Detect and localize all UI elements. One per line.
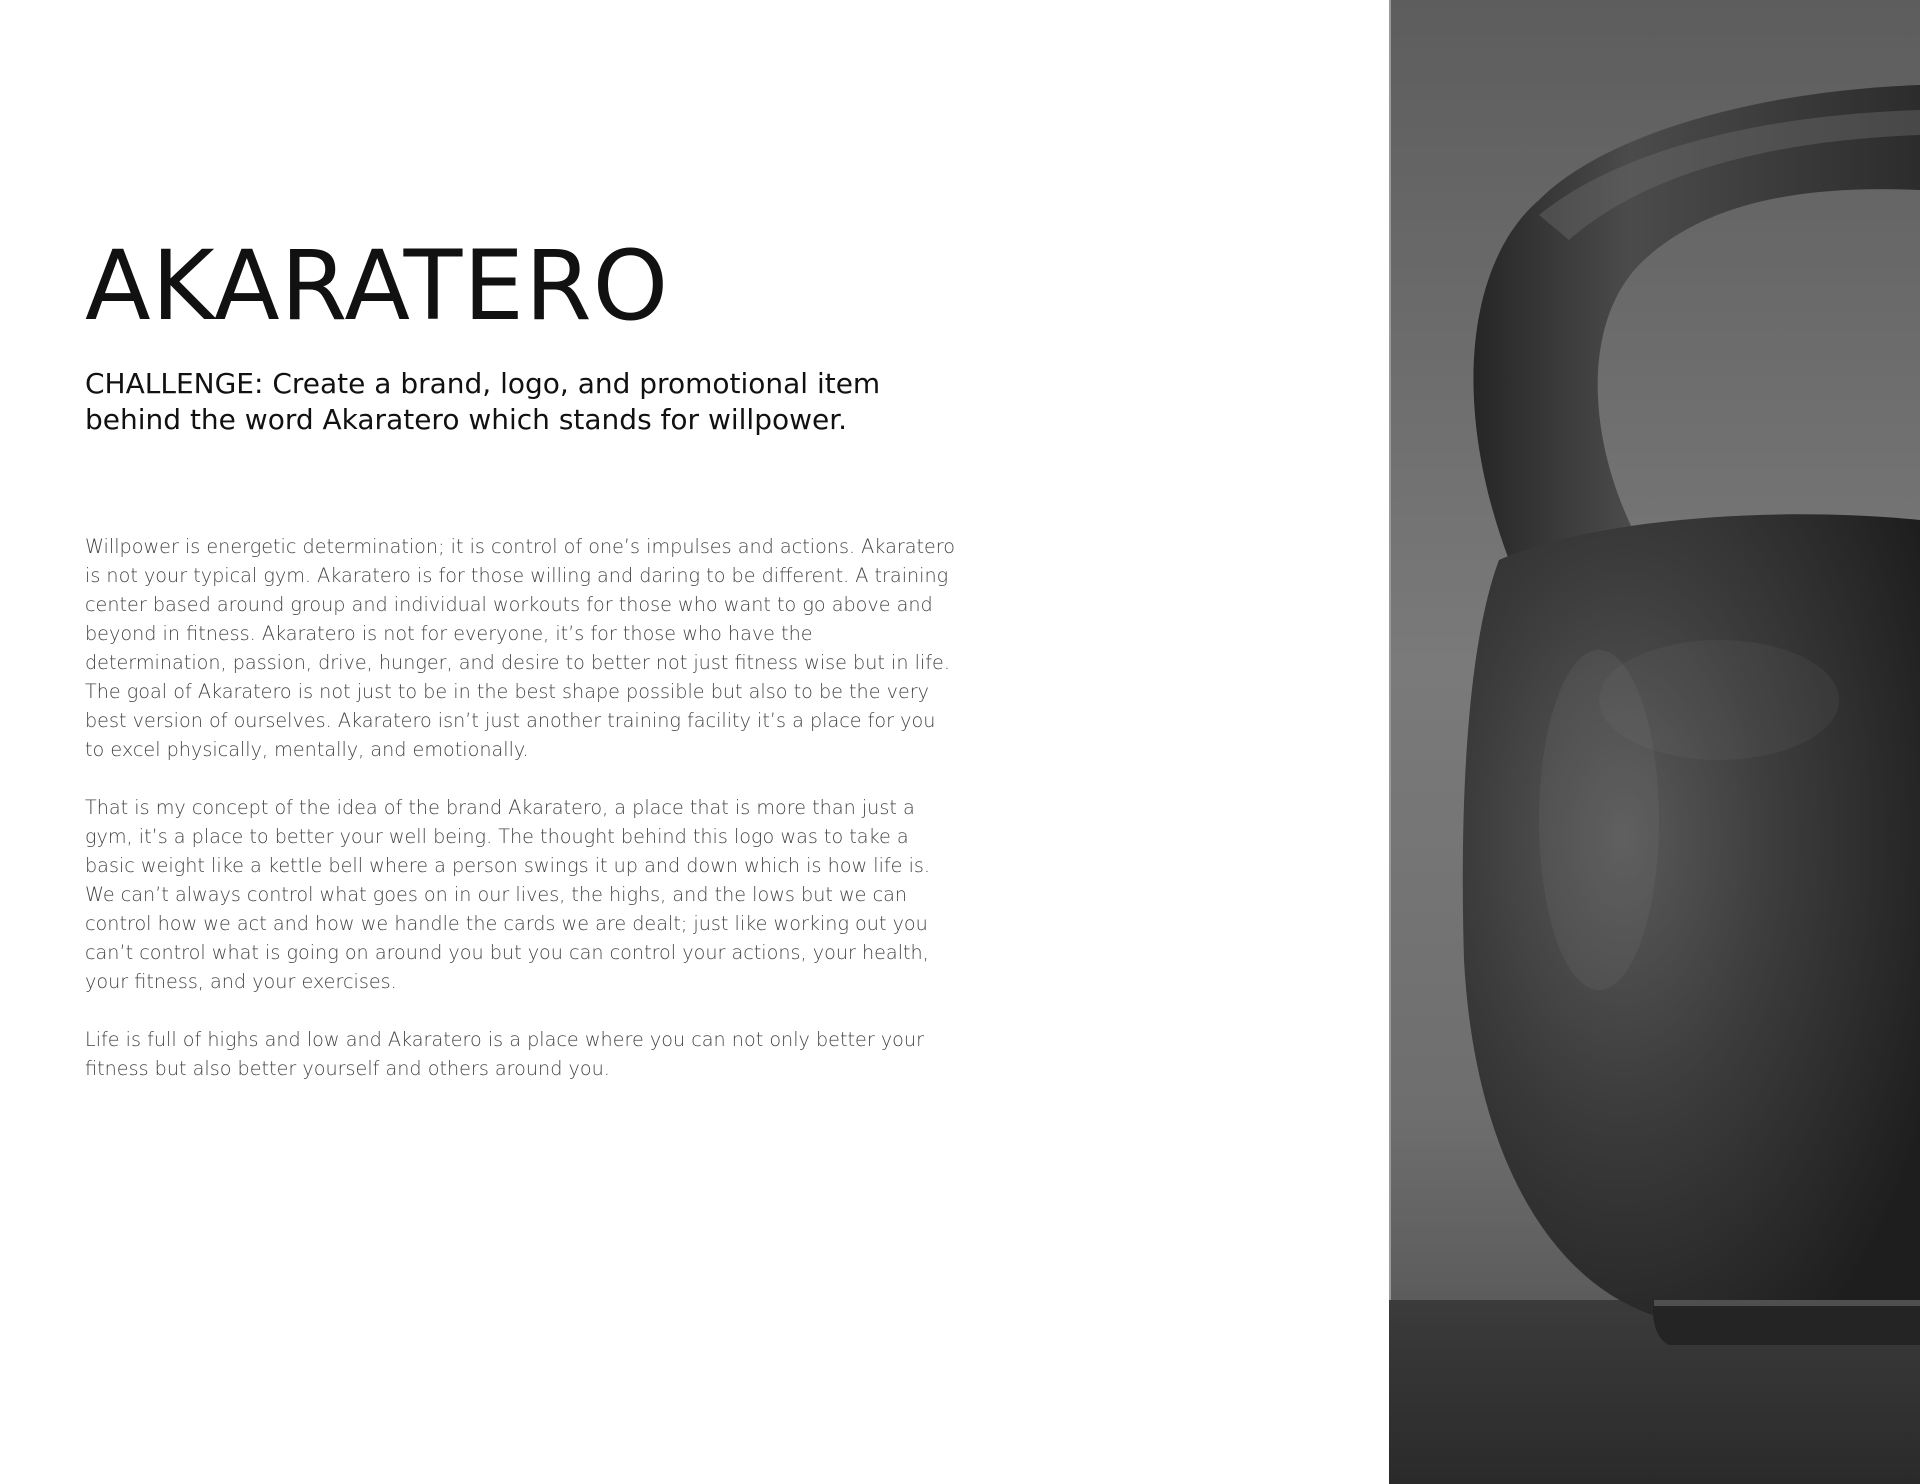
body-text: [85, 532, 960, 1112]
text-column: [85, 0, 965, 1484]
paragraph-3: Life is full of highs and low and Akaratero is a place where you can not only better your fitness but also better yourself and others around you.: [85, 1028, 924, 1080]
page-title: AKARATERO: [85, 230, 670, 342]
kettlebell-icon: [1389, 0, 1920, 1484]
kettlebell-photo: [1389, 0, 1920, 1484]
paragraph-1: Willpower is energetic determination; it is control of one’s impulses and actions. Akaratero is not your typical gym. Akaratero is for those willing and daring to be different. A training center based around group and individual workouts for those who want to go above and beyond in fitness. Akaratero is not for everyone, it’s for those who have the determination, passion, drive, hunger, and desire to better not just fitness wise but in life. The goal of Akaratero is not just to be in the best shape possible but also to be the very best version of ourselves. Akaratero isn’t just another training facility it’s a place for you to excel physically, mentally, and emotionally.: [85, 535, 956, 761]
challenge-statement: CHALLENGE: Create a brand, logo, and promotional item behind the word Akaratero which stands for willpower.: [85, 367, 881, 436]
paragraph-2: That is my concept of the idea of the brand Akaratero, a place that is more than just a gym, it’s a place to better your well being. The thought behind this logo was to take a basic weight like a kettle bell where a person swings it up and down which is how life is. We can’t always control what goes on in our lives, the highs, and the lows but we can control how we act and how we handle the cards we are dealt; just like working out you can’t control what is going on around you but you can control your actions, your health, your fitness, and your exercises.: [85, 796, 931, 993]
